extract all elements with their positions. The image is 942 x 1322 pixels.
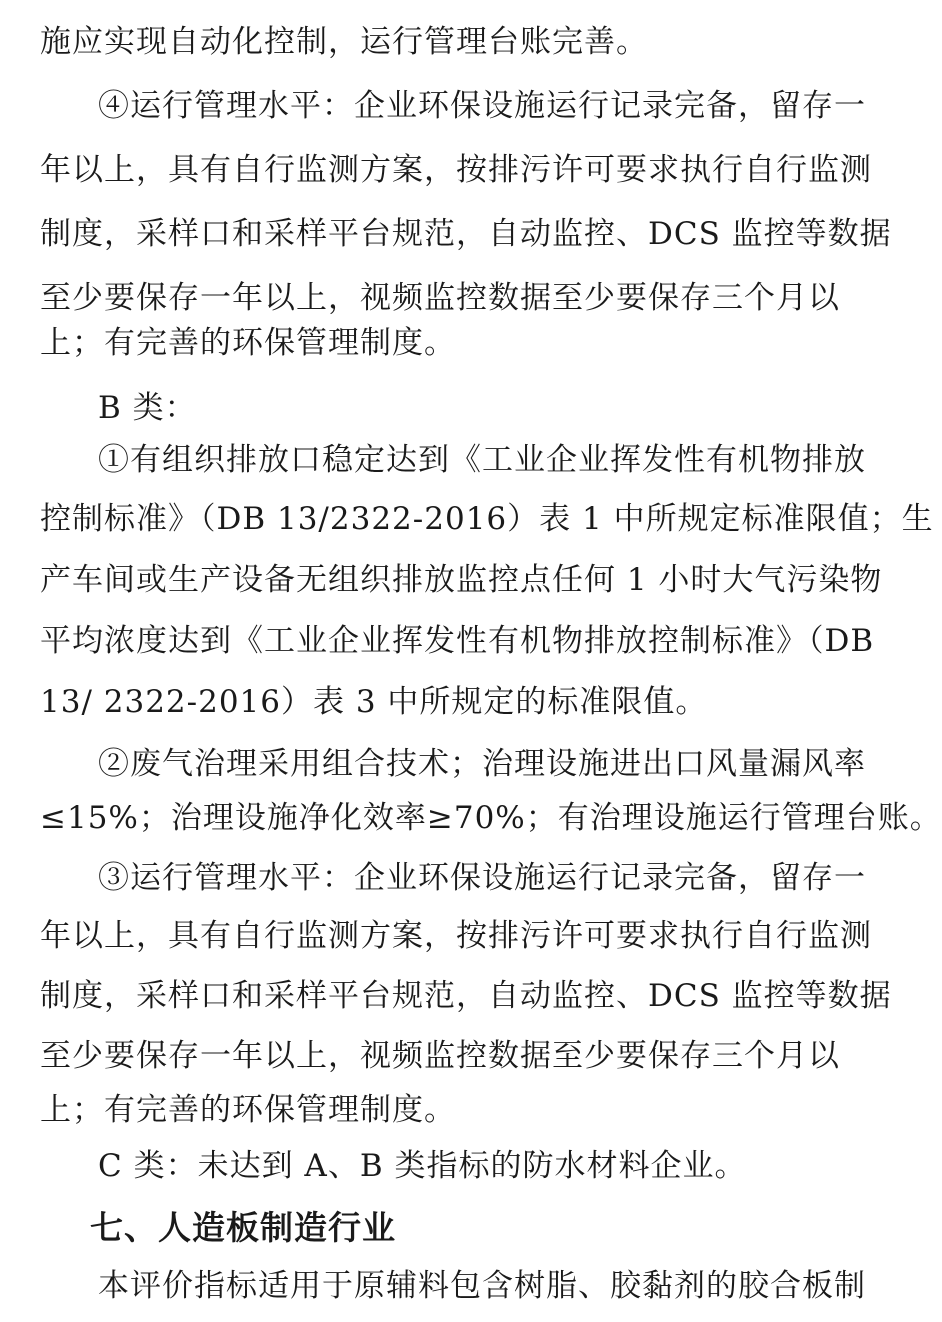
text-line: 产车间或生产设备无组织排放监控点任何 1 小时大气污染物 — [40, 562, 883, 598]
text-line: ④运行管理水平：企业环保设施运行记录完备，留存一 — [98, 88, 866, 124]
text-line: 制度，采样口和采样平台规范，自动监控、DCS 监控等数据 — [40, 216, 892, 252]
text-line: ①有组织排放口稳定达到《工业企业挥发性有机物排放 — [98, 442, 866, 478]
text-line: 制度，采样口和采样平台规范，自动监控、DCS 监控等数据 — [40, 978, 892, 1014]
text-line: 本评价指标适用于原辅料包含树脂、胶黏剂的胶合板制 — [98, 1268, 866, 1304]
text-line: 13/ 2322-2016）表 3 中所规定的标准限值。 — [40, 684, 708, 720]
text-line: 年以上，具有自行监测方案，按排污许可要求执行自行监测 — [40, 918, 872, 954]
text-line: C 类：未达到 A、B 类指标的防水材料企业。 — [98, 1148, 747, 1184]
text-line: 年以上，具有自行监测方案，按排污许可要求执行自行监测 — [40, 152, 872, 188]
text-line: 控制标准》（DB 13/2322-2016）表 1 中所规定标准限值；生 — [40, 501, 934, 537]
section-label: B 类： — [98, 390, 197, 426]
text-line: 上；有完善的环保管理制度。 — [40, 325, 456, 361]
text-line: ≤15%；治理设施净化效率≥70%；有治理设施运行管理台账。 — [40, 800, 942, 836]
text-line: 至少要保存一年以上，视频监控数据至少要保存三个月以 — [40, 1038, 840, 1074]
text-line: ③运行管理水平：企业环保设施运行记录完备，留存一 — [98, 860, 866, 896]
text-line: ②废气治理采用组合技术；治理设施进出口风量漏风率 — [98, 746, 866, 782]
text-line: 平均浓度达到《工业企业挥发性有机物排放控制标准》（DB — [40, 623, 875, 659]
text-line: 至少要保存一年以上，视频监控数据至少要保存三个月以 — [40, 280, 840, 316]
text-line: 施应实现自动化控制，运行管理台账完善。 — [40, 24, 648, 60]
section-heading: 七、人造板制造行业 — [90, 1208, 396, 1247]
text-line: 上；有完善的环保管理制度。 — [40, 1092, 456, 1128]
